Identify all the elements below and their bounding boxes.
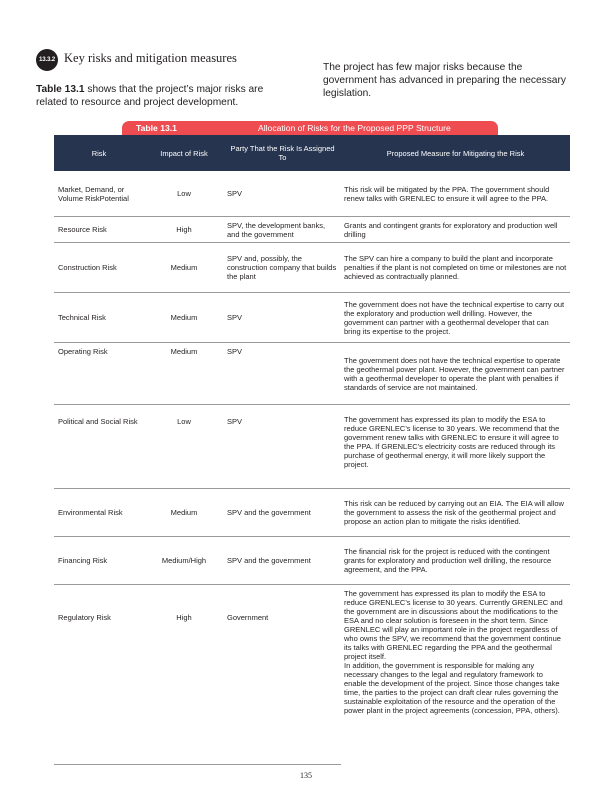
cell-impact: Medium/High <box>144 536 224 584</box>
section-number-badge: 13.3.2 <box>36 49 58 71</box>
cell-measure: This risk can be reduced by carrying out an EIA. The EIA will allow the government to assess the risk of the geothermal project and propose an action plan to mitigate the risks identified. <box>341 488 570 536</box>
cell-measure: The government does not have the technical expertise to carry out the exploratory and production well drilling. However, the government can partner with a geothermal developer that can bring its expertise to the project. <box>341 292 570 342</box>
cell-party: SPV <box>224 342 341 404</box>
table-row <box>54 536 570 584</box>
table-row <box>54 342 570 404</box>
header-impact: Impact of Risk <box>144 135 224 171</box>
cell-party: SPV, the development banks, and the government <box>224 216 341 242</box>
cell-risk: Construction Risk <box>54 242 144 292</box>
cell-measure: The government does not have the technical expertise to operate the geothermal power plant. However, the government can partner with a geothermal developer to operate the plant with penalties if standards of service are not maintained. <box>341 342 570 404</box>
header-risk: Risk <box>54 135 144 171</box>
cell-party: Government <box>224 584 341 764</box>
table-row <box>54 404 570 488</box>
cell-party: SPV <box>224 404 341 488</box>
cell-risk: Environmental Risk <box>54 488 144 536</box>
cell-impact: Medium <box>144 342 224 404</box>
cell-party: SPV <box>224 171 341 216</box>
cell-impact: Low <box>144 404 224 488</box>
table-reference: Table 13.1 <box>36 84 85 95</box>
header-measure: Proposed Measure for Mitigating the Risk <box>341 135 570 171</box>
table-row <box>54 216 570 242</box>
cell-measure: The financial risk for the project is reduced with the contingent grants for exploratory and production well drilling, the resource agreement, and the PPA. <box>341 536 570 584</box>
cell-measure: The government has expressed its plan to modify the ESA to reduce GRENLEC’s license to 30 years. We recommend that the government renew talks with GRENLEC to ensure it will agree to the PPA. If GRENLEC’s electricity costs are reduced through its purchase of geothermal energy, it will more likely support the project. <box>341 404 570 488</box>
header-party: Party That the Risk Is Assigned To <box>224 135 341 171</box>
cell-risk: Regulatory Risk <box>54 584 144 764</box>
table-title: Allocation of Risks for the Proposed PPP Structure <box>258 123 451 133</box>
measure-paragraph: In addition, the government is responsible for making any necessary changes to the legal and regulatory framework to enable the development of the project. Since those changes take time, the parties to the project can draft clear rules governing the sustainable exploitation of the resource and the operation of the power plant in the project agreements (concession, PPA, others). <box>344 660 560 715</box>
intro-left-paragraph <box>36 83 296 109</box>
cell-risk: Technical Risk <box>54 292 144 342</box>
cell-party: SPV <box>224 292 341 342</box>
cell-impact: High <box>144 584 224 764</box>
intro-right-paragraph: The project has few major risks because the government has advanced in preparing the necessary legislation. <box>323 62 566 99</box>
intro-left-text: shows that the project’s major risks are related to resource and project development. <box>36 84 264 108</box>
cell-measure: This risk will be mitigated by the PPA. The government should renew talks with GRENLEC to ensure it will agree to the PPA. <box>341 171 570 216</box>
cell-party: SPV and the government <box>224 488 341 536</box>
table-row <box>54 171 570 216</box>
cell-party: SPV and the government <box>224 536 341 584</box>
section-title: Key risks and mitigation measures <box>64 51 237 65</box>
cell-measure <box>341 584 570 764</box>
table-caption-bar <box>122 121 498 135</box>
measure-paragraph: The government has expressed its plan to modify the ESA to reduce GRENLEC’s license to 30 years. Currently GRENLEC and the government are in discussions about the modifications to the ESA and no clear solution is foreseen in the short term. Since GRENLEC will play an important role in the project regardless of who owns the SPV, we recommend that the government continue its talks with GRENLEC regarding the PPA and the geothermal project itself. <box>344 588 563 661</box>
cell-impact: Medium <box>144 488 224 536</box>
cell-risk: Market, Demand, or Volume RiskPotential <box>54 171 144 216</box>
table-row <box>54 488 570 536</box>
cell-impact: High <box>144 216 224 242</box>
table-header-row <box>54 135 570 171</box>
table-row <box>54 584 570 764</box>
cell-measure: The SPV can hire a company to build the plant and incorporate penalties if the plant is not completed on time or milestones are not achieved as contractually planned. <box>341 242 570 292</box>
cell-party: SPV and, possibly, the construction company that builds the plant <box>224 242 341 292</box>
cell-impact: Low <box>144 171 224 216</box>
cell-measure: Grants and contingent grants for exploratory and production well drilling <box>341 216 570 242</box>
risk-allocation-table <box>54 135 570 765</box>
cell-risk: Operating Risk <box>54 342 144 404</box>
cell-risk: Political and Social Risk <box>54 404 144 488</box>
table-label: Table 13.1 <box>136 123 177 133</box>
table-row <box>54 242 570 292</box>
cell-risk: Financing Risk <box>54 536 144 584</box>
table-row <box>54 292 570 342</box>
page-number: 135 <box>300 771 312 780</box>
cell-risk: Resource Risk <box>54 216 144 242</box>
cell-impact: Medium <box>144 292 224 342</box>
cell-impact: Medium <box>144 242 224 292</box>
